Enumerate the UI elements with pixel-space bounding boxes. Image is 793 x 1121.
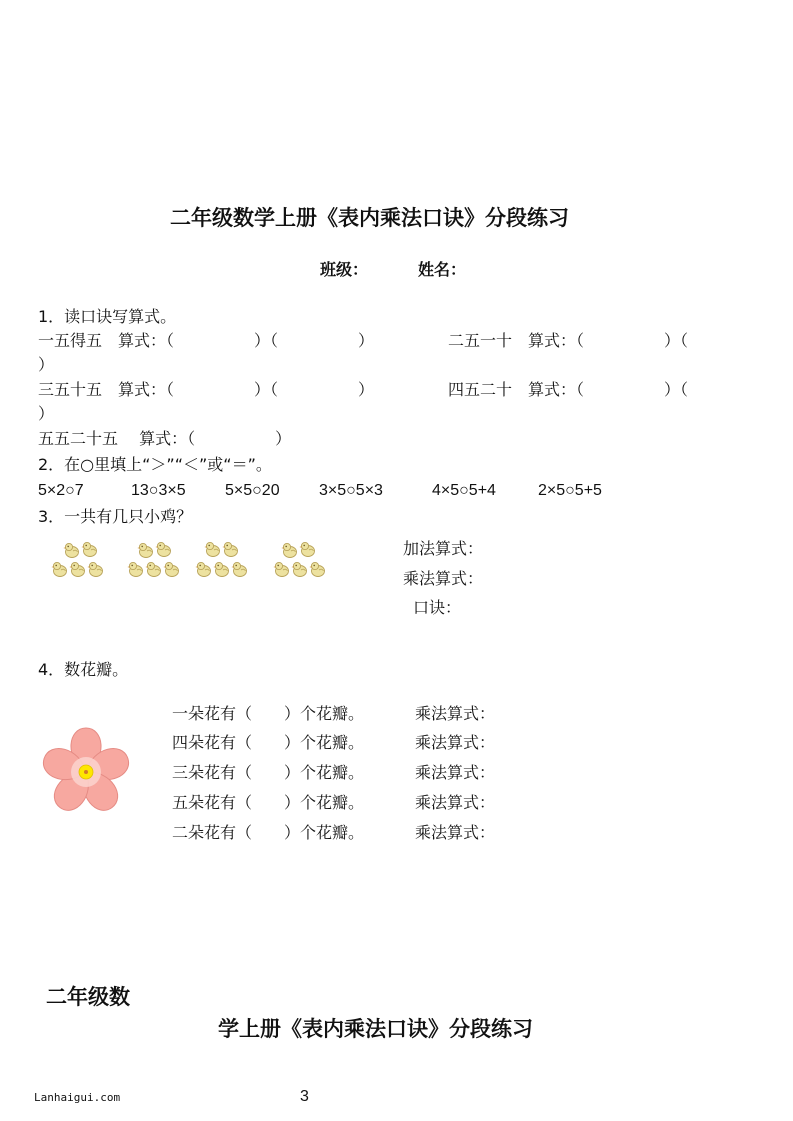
q2-item: 4×5○5+4 <box>432 482 496 499</box>
q2-item: 3×5○5×3 <box>319 482 383 499</box>
q1-row1-right: 二五一十 算式：（ ）（ <box>448 331 689 350</box>
q2-heading: 2．在○里填上“＞”“＜”或“＝”。 <box>38 455 272 474</box>
q1-row2-wrap: ） <box>38 404 55 423</box>
q2-item: 5×5○20 <box>225 482 280 499</box>
q2-item: 13○3×5 <box>131 482 186 499</box>
site-watermark: Lanhaigui.com <box>34 1091 121 1104</box>
q4-heading: 4．数花瓣。 <box>38 660 129 679</box>
q3-add-label: 加法算式： <box>403 539 484 558</box>
q4-row-text: 四朵花有（ ）个花瓣。 <box>172 733 365 752</box>
q4-row-text: 一朵花有（ ）个花瓣。 <box>172 704 365 723</box>
q3-rhyme-label: 口诀： <box>413 598 462 617</box>
q4-row-formula: 乘法算式： <box>415 763 496 782</box>
q4-row-text: 三朵花有（ ）个花瓣。 <box>172 763 365 782</box>
q2-item: 5×2○7 <box>38 482 84 499</box>
q4-row-formula: 乘法算式： <box>415 823 496 842</box>
chick-group-1 <box>51 542 102 576</box>
q1-heading: 1．读口诀写算式。 <box>38 307 177 326</box>
q4-row-formula: 乘法算式： <box>415 793 496 812</box>
footer-title-part1: 二年级数 <box>46 985 130 1009</box>
q3-heading: 3．一共有几只小鸡？ <box>38 507 193 526</box>
footer-title-part2: 学上册《表内乘法口诀》分段练习 <box>218 1017 533 1041</box>
q2-item: 2×5○5+5 <box>538 482 602 499</box>
q3-mul-label: 乘法算式： <box>403 569 484 588</box>
q4-row-formula: 乘法算式： <box>415 704 496 723</box>
chick-group-2 <box>127 542 178 576</box>
q1-row1-left: 一五得五 算式：（ ）（ ） <box>38 331 375 350</box>
q1-row2-right: 四五二十 算式：（ ）（ <box>448 380 689 399</box>
name-label: 姓名： <box>418 260 467 279</box>
q1-row1-wrap: ） <box>38 355 55 374</box>
chick-group-3 <box>195 542 246 576</box>
page-number: 3 <box>300 1088 309 1105</box>
chick-groups-picture <box>40 535 340 585</box>
page-title: 二年级数学上册《表内乘法口诀》分段练习 <box>170 206 569 230</box>
q4-row-formula: 乘法算式： <box>415 733 496 752</box>
q4-row-text: 五朵花有（ ）个花瓣。 <box>172 793 365 812</box>
q1-row2-left: 三五十五 算式：（ ）（ ） <box>38 380 375 399</box>
q1-row3: 五五二十五 算式：（ ） <box>38 429 292 448</box>
chick-group-4 <box>273 542 324 576</box>
flower-picture <box>38 726 134 818</box>
class-label: 班级： <box>320 260 369 279</box>
q4-row-text: 二朵花有（ ）个花瓣。 <box>172 823 365 842</box>
